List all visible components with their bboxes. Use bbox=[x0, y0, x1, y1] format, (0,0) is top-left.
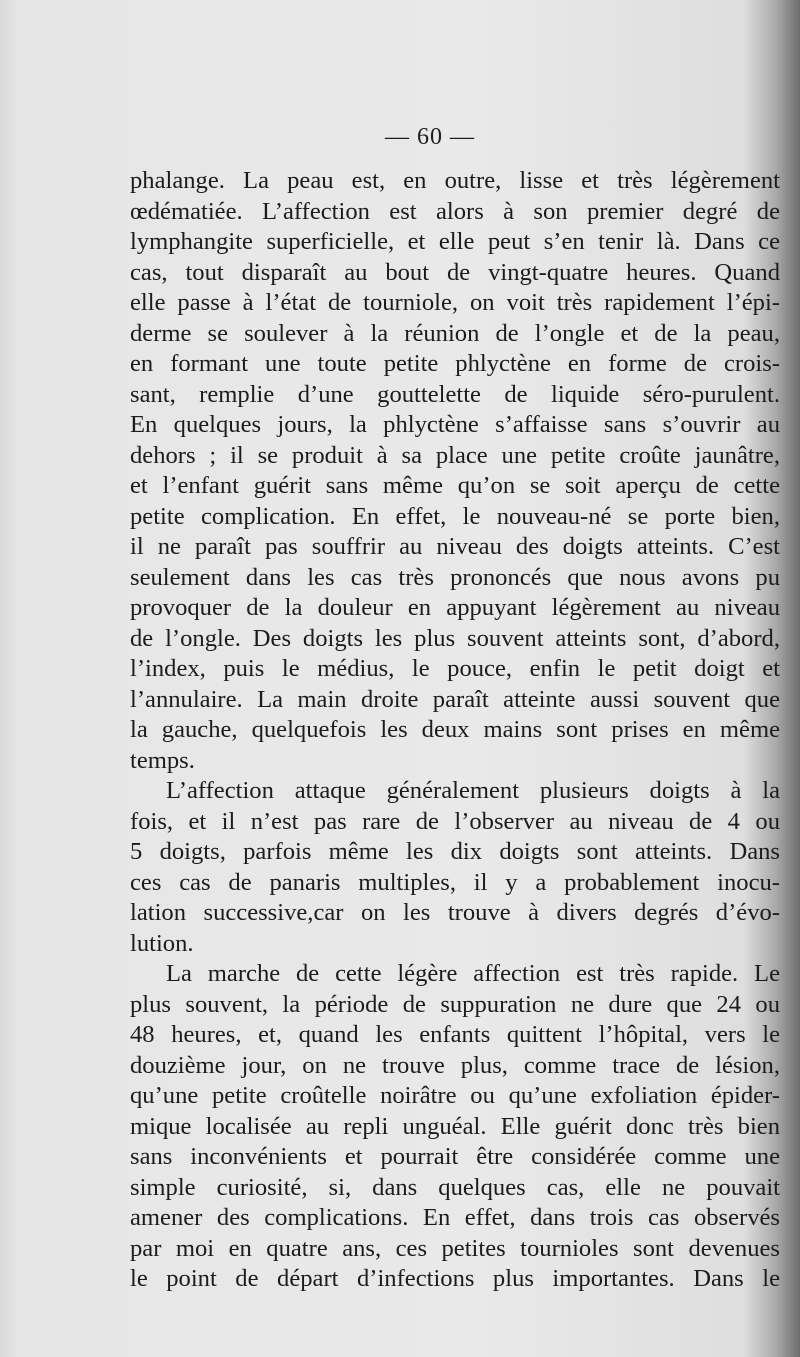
text-line: douzième jour, on ne trouve plus, comme trace de lésion, bbox=[130, 1051, 780, 1079]
text-line: sans inconvénients et pourrait être considérée comme une bbox=[130, 1143, 780, 1170]
text-line: derme se soulever à la réunion de l’ongle et de la peau, bbox=[130, 319, 780, 347]
text-line: lation successive,car on les trouve à divers degrés d’évo- bbox=[130, 899, 780, 926]
text-line: ces cas de panaris multiples, il y a probablement inocu- bbox=[130, 868, 780, 896]
text-line: simple curiosité, si, dans quelques cas, elle ne pouvait bbox=[130, 1173, 780, 1201]
text-line: et l’enfant guérit sans même qu’on se soit aperçu de cette bbox=[130, 472, 780, 499]
paragraph bbox=[130, 166, 780, 776]
text-line: l’annulaire. La main droite paraît atteinte aussi souvent que bbox=[130, 685, 780, 713]
text-line: par moi en quatre ans, ces petites tournioles sont devenues bbox=[130, 1234, 780, 1262]
text-line: fois, et il n’est pas rare de l’observer au niveau de 4 ou bbox=[130, 807, 780, 835]
paragraph bbox=[130, 776, 780, 959]
body-text bbox=[130, 166, 780, 1295]
text-line: La marche de cette légère affection est très rapide. Le bbox=[166, 960, 780, 987]
text-line: elle passe à l’état de tourniole, on voit très rapidement l’épi- bbox=[130, 289, 780, 316]
text-line: temps. bbox=[130, 746, 195, 774]
text-line: mique localisée au repli unguéal. Elle guérit donc très bien bbox=[130, 1112, 780, 1140]
text-line: amener des complications. En effet, dans trois cas observés bbox=[130, 1204, 780, 1231]
page-number: — 60 — bbox=[385, 124, 475, 150]
text-line: En quelques jours, la phlyctène s’affaisse sans s’ouvrir au bbox=[130, 411, 780, 438]
text-line: œdématiée. L’affection est alors à son premier degré de bbox=[130, 197, 780, 225]
text-line: seulement dans les cas très prononcés que nous avons pu bbox=[130, 563, 780, 591]
text-line: le point de départ d’infections plus importantes. Dans le bbox=[130, 1265, 780, 1292]
text-line: en formant une toute petite phlyctène en forme de crois- bbox=[130, 350, 780, 377]
text-line: petite complication. En effet, le nouveau-né se porte bien, bbox=[130, 502, 780, 530]
text-line: 5 doigts, parfois même les dix doigts sont atteints. Dans bbox=[130, 838, 780, 865]
text-line: provoquer de la douleur en appuyant légèrement au niveau bbox=[130, 594, 780, 621]
paragraph bbox=[130, 959, 780, 1295]
text-line: l’index, puis le médius, le pouce, enfin le petit doigt et bbox=[130, 655, 780, 682]
text-line: lution. bbox=[130, 929, 194, 957]
text-line: de l’ongle. Des doigts les plus souvent atteints sont, d’abord, bbox=[130, 624, 780, 652]
text-line: sant, remplie d’une gouttelette de liquide séro-purulent. bbox=[130, 380, 780, 408]
text-line: lymphangite superficielle, et elle peut s’en tenir là. Dans ce bbox=[130, 228, 780, 255]
text-line: la gauche, quelquefois les deux mains sont prises en même bbox=[130, 716, 780, 743]
text-line: plus souvent, la période de suppuration ne dure que 24 ou bbox=[130, 990, 780, 1018]
text-line: cas, tout disparaît au bout de vingt-quatre heures. Quand bbox=[130, 258, 780, 286]
text-line: il ne paraît pas souffrir au niveau des doigts atteints. C’est bbox=[130, 533, 780, 560]
text-line: L’affection attaque généralement plusieurs doigts à la bbox=[166, 777, 780, 804]
text-line: dehors ; il se produit à sa place une petite croûte jaunâtre, bbox=[130, 441, 780, 469]
text-line: qu’une petite croûtelle noirâtre ou qu’une exfoliation épider- bbox=[130, 1082, 780, 1109]
text-line: phalange. La peau est, en outre, lisse et très légèrement bbox=[130, 167, 780, 194]
text-line: 48 heures, et, quand les enfants quittent l’hôpital, vers le bbox=[130, 1021, 780, 1048]
